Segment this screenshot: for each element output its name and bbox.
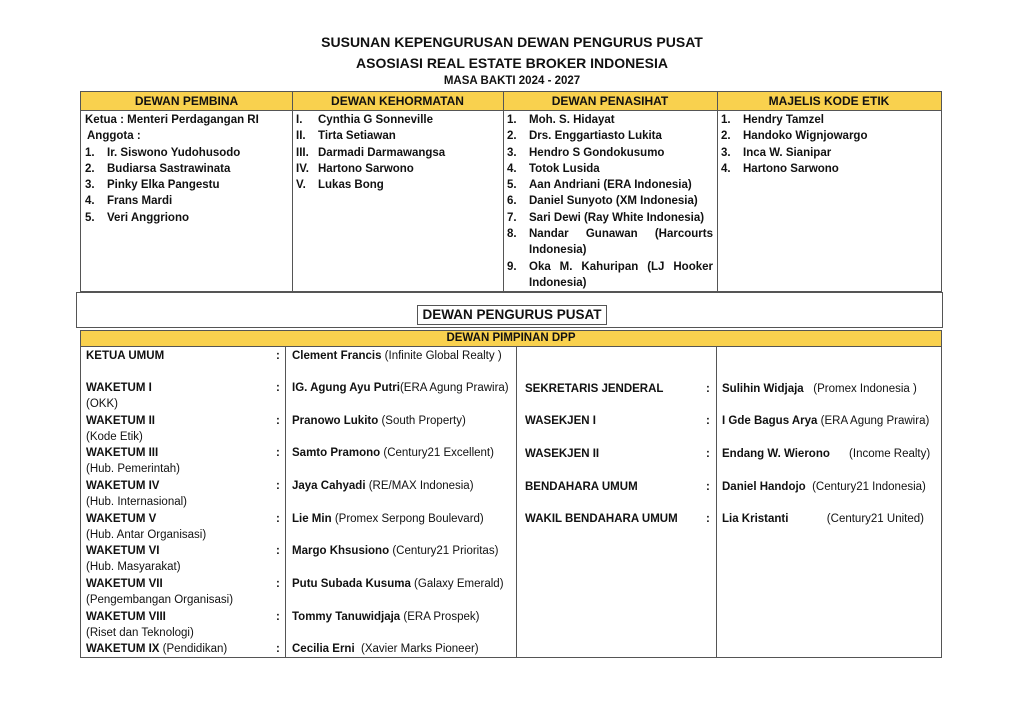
- divider: [285, 347, 286, 658]
- colon: :: [706, 383, 710, 395]
- member-entry: [722, 381, 917, 397]
- colon: :: [706, 513, 710, 525]
- member-name: Samto Pramono: [292, 447, 381, 459]
- member-entry: [722, 511, 924, 527]
- list-item: [296, 145, 499, 161]
- intro-line: Ketua : Menteri Perdagangan RI: [85, 114, 259, 126]
- list-item: [296, 177, 499, 193]
- member-entry: [292, 609, 479, 625]
- role-subtitle: (Riset dan Teknologi): [86, 627, 194, 639]
- item-name: Hendro S Gondokusumo: [529, 146, 665, 159]
- list-item: [85, 145, 288, 161]
- column-header-0: DEWAN PEMBINA: [81, 92, 292, 111]
- member-organization: (Infinite Global Realty ): [381, 350, 502, 362]
- item-name: Aan Andriani (ERA Indonesia): [529, 179, 692, 192]
- item-number: 4.: [507, 162, 517, 175]
- item-name: Darmadi Darmawangsa: [318, 146, 446, 159]
- member-name: Jaya Cahyadi: [292, 480, 366, 492]
- role-label: BENDAHARA UMUM: [525, 481, 638, 493]
- role-label: [86, 445, 281, 477]
- column-list-1: [296, 112, 499, 193]
- role-title: WAKETUM III: [86, 447, 159, 459]
- item-number: 4.: [721, 162, 731, 175]
- item-number: 1.: [507, 114, 517, 126]
- item-name: Frans Mardi: [107, 195, 173, 208]
- item-name: Budiarsa Sastrawinata: [107, 162, 231, 175]
- member-name: Sulihin Widjaja: [722, 383, 804, 395]
- item-number: 4.: [85, 195, 95, 208]
- role-label: [86, 348, 281, 364]
- item-number: I.: [296, 114, 303, 126]
- term-period: MASA BAKTI 2024 - 2027: [443, 75, 581, 87]
- list-item: [507, 128, 713, 144]
- colon: :: [276, 611, 280, 623]
- member-organization: (Century21 Indonesia): [805, 481, 926, 493]
- list-item: [507, 226, 713, 259]
- role-label: WASEKJEN I: [525, 415, 596, 427]
- member-organization: (South Property): [378, 415, 466, 427]
- item-number: 6.: [507, 195, 517, 208]
- divider: [503, 92, 504, 291]
- role-title: WAKETUM V: [86, 513, 157, 525]
- item-name: Inca W. Sianipar: [743, 146, 832, 159]
- list-item: [507, 161, 713, 177]
- role-title: KETUA UMUM: [86, 350, 165, 362]
- role-suffix: (Pendidikan): [159, 643, 228, 655]
- intro-line: Anggota :: [87, 130, 141, 143]
- item-name: Cynthia G Sonneville: [318, 114, 434, 126]
- item-name: Tirta Setiawan: [318, 130, 396, 143]
- item-number: 9.: [507, 260, 517, 273]
- member-name: Putu Subada Kusuma: [292, 578, 411, 590]
- item-name: Hartono Sarwono: [743, 162, 839, 175]
- item-number: 3.: [721, 146, 731, 159]
- list-item: [507, 210, 713, 226]
- item-number: 5.: [507, 179, 517, 192]
- item-number: 2.: [721, 130, 731, 143]
- item-number: 5.: [85, 211, 95, 224]
- list-item: [85, 161, 288, 177]
- colon: :: [276, 382, 280, 394]
- role-subtitle: (Hub. Antar Organisasi): [86, 529, 207, 541]
- role-label: WAKIL BENDAHARA UMUM: [525, 513, 678, 525]
- section-title: DEWAN PENGURUS PUSAT: [417, 305, 607, 325]
- column-list-2: [507, 112, 713, 291]
- member-entry: [292, 413, 466, 429]
- colon: :: [276, 513, 280, 525]
- item-number: 1.: [85, 146, 95, 159]
- list-item: [721, 161, 937, 177]
- role-label: [86, 609, 281, 641]
- member-name: Clement Francis: [292, 350, 382, 362]
- role-subtitle: (Kode Etik): [86, 431, 143, 443]
- member-name: Tommy Tanuwidjaja: [292, 611, 401, 623]
- item-name: Nandar Gunawan (Harcourts Indonesia): [529, 228, 713, 257]
- dpp-header: DEWAN PIMPINAN DPP: [81, 331, 941, 347]
- item-name: Hendry Tamzel: [743, 114, 824, 126]
- role-label: [86, 641, 281, 657]
- item-name: Hartono Sarwono: [318, 162, 414, 175]
- member-entry: [722, 446, 930, 462]
- member-name: Cecilia Erni: [292, 643, 355, 655]
- item-name: Veri Anggriono: [107, 211, 189, 224]
- column-header-3: MAJELIS KODE ETIK: [717, 92, 941, 111]
- item-name: Ir. Siswono Yudohusodo: [107, 146, 241, 159]
- member-entry: [722, 413, 929, 429]
- list-item: [85, 177, 288, 193]
- divider: [717, 92, 718, 291]
- role-subtitle: (OKK): [86, 398, 118, 410]
- item-number: 2.: [85, 162, 95, 175]
- item-number: 3.: [85, 179, 95, 192]
- member-name: Lie Min: [292, 513, 332, 525]
- list-item: [507, 112, 713, 128]
- role-subtitle: (Hub. Masyarakat): [86, 561, 181, 573]
- item-name: Moh. S. Hidayat: [529, 114, 615, 126]
- column-header-1: DEWAN KEHORMATAN: [292, 92, 503, 111]
- divider: [716, 347, 717, 658]
- colon: :: [706, 415, 710, 427]
- role-label: [86, 543, 281, 575]
- list-item: [507, 145, 713, 161]
- item-name: Pinky Elka Pangestu: [107, 179, 220, 192]
- member-entry: [292, 478, 474, 494]
- member-name: Lia Kristanti: [722, 513, 789, 525]
- column-header-2: DEWAN PENASIHAT: [503, 92, 717, 111]
- member-entry: [292, 380, 509, 396]
- member-entry: [292, 543, 498, 559]
- list-item: [296, 112, 499, 128]
- document-title: SUSUNAN KEPENGURUSAN DEWAN PENGURUS PUSAT: [321, 34, 703, 50]
- divider: [292, 92, 293, 291]
- role-subtitle: (Hub. Internasional): [86, 496, 187, 508]
- item-name: Handoko Wignjowargo: [743, 130, 868, 143]
- item-name: Drs. Enggartiasto Lukita: [529, 130, 662, 143]
- role-title: WAKETUM I: [86, 382, 152, 394]
- list-item: [507, 259, 713, 292]
- list-item: [85, 210, 288, 226]
- item-number: 3.: [507, 146, 517, 159]
- item-name: Lukas Bong: [318, 179, 384, 192]
- role-subtitle: (Hub. Pemerintah): [86, 463, 180, 475]
- colon: :: [276, 480, 280, 492]
- member-entry: [292, 445, 494, 461]
- member-name: Pranowo Lukito: [292, 415, 379, 427]
- item-name: Totok Lusida: [529, 162, 600, 175]
- role-label: [86, 413, 281, 445]
- list-item: [507, 177, 713, 193]
- item-name: Daniel Sunyoto (XM Indonesia): [529, 195, 698, 208]
- item-number: 2.: [507, 130, 517, 143]
- role-label: [86, 478, 281, 510]
- list-item: [507, 193, 713, 209]
- role-title: WAKETUM IX: [86, 643, 160, 655]
- member-name: IG. Agung Ayu Putri: [292, 382, 400, 394]
- member-organization: (Century21 Excellent): [380, 447, 494, 459]
- colon: :: [276, 447, 280, 459]
- list-item: [85, 193, 288, 209]
- top-council-table: [80, 91, 942, 292]
- item-number: IV.: [296, 162, 310, 175]
- dpp-leadership-table: [80, 330, 942, 658]
- member-entry: [292, 641, 479, 657]
- colon: :: [706, 448, 710, 460]
- list-item: [721, 145, 937, 161]
- member-organization: (Century21 Prioritas): [389, 545, 499, 557]
- item-name: Sari Dewi (Ray White Indonesia): [529, 211, 705, 224]
- colon: :: [276, 578, 280, 590]
- item-number: V.: [296, 179, 306, 192]
- member-name: Endang W. Wierono: [722, 448, 830, 460]
- member-organization: (Income Realty): [829, 448, 931, 460]
- column-list-3: [721, 112, 937, 177]
- column-list-0: [85, 112, 288, 226]
- list-item: [296, 161, 499, 177]
- member-organization: (Promex Indonesia ): [803, 383, 917, 395]
- colon: :: [706, 481, 710, 493]
- role-title: WAKETUM II: [86, 415, 155, 427]
- colon: :: [276, 415, 280, 427]
- colon: :: [276, 545, 280, 557]
- item-number: III.: [296, 146, 309, 159]
- item-number: II.: [296, 130, 306, 143]
- colon: :: [276, 350, 280, 362]
- member-organization: (RE/MAX Indonesia): [365, 480, 474, 492]
- member-name: Margo Khsusiono: [292, 545, 390, 557]
- role-label: [86, 576, 281, 608]
- member-organization: (ERA Agung Prawira): [817, 415, 930, 427]
- divider: [516, 347, 517, 658]
- organization-name: ASOSIASI REAL ESTATE BROKER INDONESIA: [356, 55, 668, 71]
- colon: :: [276, 643, 280, 655]
- list-item: [721, 128, 937, 144]
- member-entry: [722, 479, 926, 495]
- role-label: [86, 380, 281, 412]
- member-organization: (Century21 United): [788, 513, 924, 525]
- role-title: WAKETUM VI: [86, 545, 160, 557]
- role-subtitle: (Pengembangan Organisasi): [86, 594, 234, 606]
- member-organization: (ERA Prospek): [400, 611, 480, 623]
- role-label: [86, 511, 281, 543]
- list-item: [721, 112, 937, 128]
- member-organization: (ERA Agung Prawira): [399, 382, 509, 394]
- role-title: WAKETUM VII: [86, 578, 163, 590]
- member-name: Daniel Handojo: [722, 481, 806, 493]
- item-number: 7.: [507, 211, 517, 224]
- member-entry: [292, 348, 502, 364]
- member-organization: (Xavier Marks Pioneer): [354, 643, 479, 655]
- member-entry: [292, 511, 484, 527]
- member-entry: [292, 576, 504, 592]
- member-organization: (Promex Serpong Boulevard): [331, 513, 484, 525]
- list-item: [296, 128, 499, 144]
- role-label: SEKRETARIS JENDERAL: [525, 383, 664, 395]
- role-title: WAKETUM IV: [86, 480, 160, 492]
- item-number: 1.: [721, 114, 731, 126]
- member-organization: (Galaxy Emerald): [410, 578, 504, 590]
- role-label: WASEKJEN II: [525, 448, 600, 460]
- member-name: I Gde Bagus Arya: [722, 415, 818, 427]
- role-title: WAKETUM VIII: [86, 611, 166, 623]
- item-name: Oka M. Kahuripan (LJ Hooker Indonesia): [529, 260, 713, 289]
- item-number: 8.: [507, 228, 517, 241]
